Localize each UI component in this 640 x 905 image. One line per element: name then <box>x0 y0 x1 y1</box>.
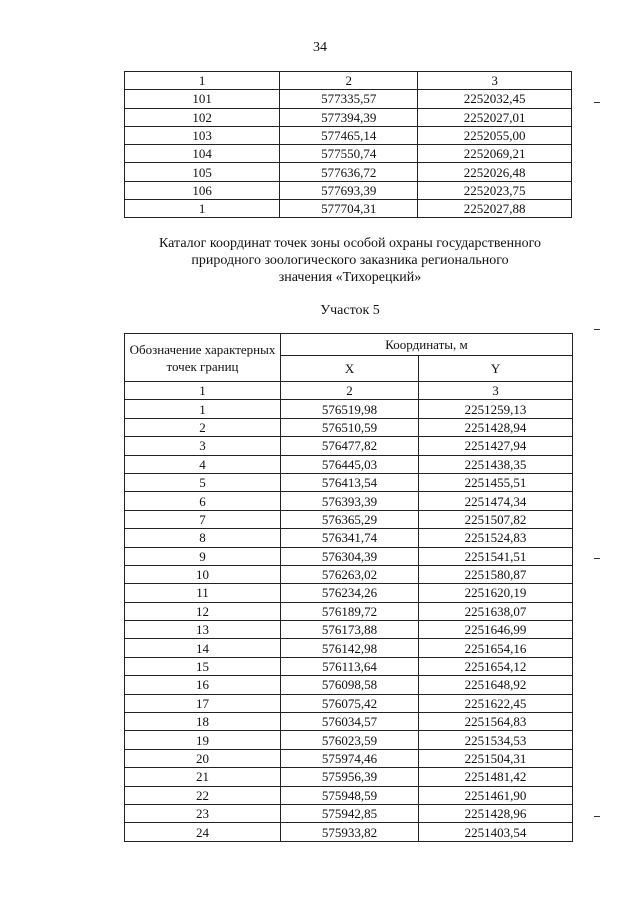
point-number-cell: 10 <box>125 565 281 583</box>
table-row <box>125 529 573 547</box>
table-row <box>125 455 573 473</box>
x-coordinate-cell: 576477,82 <box>281 437 419 455</box>
x-coordinate-cell: 575974,46 <box>281 749 419 767</box>
table-row <box>125 602 573 620</box>
y-coordinate-cell: 2251648,92 <box>419 676 573 694</box>
point-number-cell: 11 <box>125 584 281 602</box>
point-number-cell: 17 <box>125 694 281 712</box>
y-coordinate-cell: 2251638,07 <box>419 602 573 620</box>
catalog-title-line-3: значения «Тихорецкий» <box>278 270 422 285</box>
table-row <box>125 126 572 144</box>
point-number-cell: 105 <box>125 163 280 181</box>
x-coordinate-cell: 576304,39 <box>281 547 419 565</box>
table-row <box>125 804 573 822</box>
table-row <box>125 713 573 731</box>
header-coordinates: Координаты, м <box>281 334 573 356</box>
table-row <box>125 639 573 657</box>
x-coordinate-cell: 576263,02 <box>281 565 419 583</box>
y-coordinate-cell: 2252032,45 <box>418 90 572 108</box>
y-coordinate-cell: 2251507,82 <box>419 510 573 528</box>
table-row <box>125 749 573 767</box>
y-coordinate-cell: 2251620,19 <box>419 584 573 602</box>
table-row <box>125 694 573 712</box>
header-col-3: 3 <box>418 72 572 90</box>
y-coordinate-cell: 2251259,13 <box>419 400 573 418</box>
x-coordinate-cell: 577693,39 <box>280 181 418 199</box>
table-row <box>125 565 573 583</box>
y-coordinate-cell: 2251646,99 <box>419 621 573 639</box>
numbering-col-3: 3 <box>419 382 573 400</box>
numbering-col-2: 2 <box>281 382 419 400</box>
point-number-cell: 3 <box>125 437 281 455</box>
catalog-title <box>0 235 640 286</box>
table-row <box>125 731 573 749</box>
table-row <box>125 473 573 491</box>
x-coordinate-cell: 576023,59 <box>281 731 419 749</box>
margin-mark <box>594 816 600 817</box>
table-row <box>125 584 573 602</box>
y-coordinate-cell: 2251654,16 <box>419 639 573 657</box>
x-coordinate-cell: 576413,54 <box>281 473 419 491</box>
point-number-cell: 4 <box>125 455 281 473</box>
table-numbering-row <box>125 382 573 400</box>
point-number-cell: 7 <box>125 510 281 528</box>
y-coordinate-cell: 2251541,51 <box>419 547 573 565</box>
table-row <box>125 768 573 786</box>
x-coordinate-cell: 576234,26 <box>281 584 419 602</box>
point-number-cell: 19 <box>125 731 281 749</box>
x-coordinate-cell: 576365,29 <box>281 510 419 528</box>
point-number-cell: 106 <box>125 181 280 199</box>
y-coordinate-cell: 2251455,51 <box>419 473 573 491</box>
x-coordinate-cell: 575948,59 <box>281 786 419 804</box>
x-coordinate-cell: 576173,88 <box>281 621 419 639</box>
catalog-title-line-1: Каталог координат точек зоны особой охраны государственного <box>159 236 541 251</box>
y-coordinate-cell: 2252023,75 <box>418 181 572 199</box>
x-coordinate-cell: 577394,39 <box>280 108 418 126</box>
y-coordinate-cell: 2251461,90 <box>419 786 573 804</box>
point-number-cell: 14 <box>125 639 281 657</box>
x-coordinate-cell: 576142,98 <box>281 639 419 657</box>
x-coordinate-cell: 576510,59 <box>281 418 419 436</box>
y-coordinate-cell: 2252027,01 <box>418 108 572 126</box>
y-coordinate-cell: 2252069,21 <box>418 145 572 163</box>
point-number-cell: 101 <box>125 90 280 108</box>
table-row <box>125 676 573 694</box>
x-coordinate-cell: 575942,85 <box>281 804 419 822</box>
x-coordinate-cell: 575956,39 <box>281 768 419 786</box>
header-y: Y <box>419 356 573 382</box>
x-coordinate-cell: 576098,58 <box>281 676 419 694</box>
point-number-cell: 8 <box>125 529 281 547</box>
y-coordinate-cell: 2251654,12 <box>419 657 573 675</box>
y-coordinate-cell: 2251622,45 <box>419 694 573 712</box>
x-coordinate-cell: 577636,72 <box>280 163 418 181</box>
coordinates-table-continuation <box>124 71 572 218</box>
table-row <box>125 786 573 804</box>
x-coordinate-cell: 577465,14 <box>280 126 418 144</box>
margin-mark <box>594 102 600 103</box>
y-coordinate-cell: 2251428,94 <box>419 418 573 436</box>
x-coordinate-cell: 576113,64 <box>281 657 419 675</box>
y-coordinate-cell: 2251438,35 <box>419 455 573 473</box>
y-coordinate-cell: 2251534,53 <box>419 731 573 749</box>
point-number-cell: 13 <box>125 621 281 639</box>
point-number-cell: 12 <box>125 602 281 620</box>
header-col-2: 2 <box>280 72 418 90</box>
header-point-designation: Обозначение характерных точек границ <box>125 334 281 382</box>
point-number-cell: 21 <box>125 768 281 786</box>
table-row <box>125 823 573 841</box>
y-coordinate-cell: 2251580,87 <box>419 565 573 583</box>
x-coordinate-cell: 577335,57 <box>280 90 418 108</box>
point-number-cell: 6 <box>125 492 281 510</box>
y-coordinate-cell: 2251524,83 <box>419 529 573 547</box>
margin-mark <box>594 329 600 330</box>
table-row <box>125 90 572 108</box>
table-row <box>125 163 572 181</box>
y-coordinate-cell: 2251428,96 <box>419 804 573 822</box>
point-number-cell: 5 <box>125 473 281 491</box>
table-row <box>125 621 573 639</box>
x-coordinate-cell: 577704,31 <box>280 200 418 218</box>
table-row <box>125 108 572 126</box>
point-number-cell: 22 <box>125 786 281 804</box>
section-title: Участок 5 <box>320 303 380 318</box>
numbering-col-1: 1 <box>125 382 281 400</box>
header-x: X <box>281 356 419 382</box>
point-number-cell: 20 <box>125 749 281 767</box>
table-row <box>125 418 573 436</box>
y-coordinate-cell: 2251564,83 <box>419 713 573 731</box>
point-number-cell: 102 <box>125 108 280 126</box>
x-coordinate-cell: 575933,82 <box>281 823 419 841</box>
table-header-row <box>125 72 572 90</box>
point-number-cell: 103 <box>125 126 280 144</box>
point-number-cell: 16 <box>125 676 281 694</box>
point-number-cell: 9 <box>125 547 281 565</box>
point-number-cell: 1 <box>125 200 280 218</box>
table-row <box>125 200 572 218</box>
table-row <box>125 657 573 675</box>
table-row <box>125 400 573 418</box>
y-coordinate-cell: 2251427,94 <box>419 437 573 455</box>
table-row <box>125 492 573 510</box>
table-row <box>125 547 573 565</box>
y-coordinate-cell: 2252027,88 <box>418 200 572 218</box>
point-number-cell: 15 <box>125 657 281 675</box>
y-coordinate-cell: 2251403,54 <box>419 823 573 841</box>
y-coordinate-cell: 2251504,31 <box>419 749 573 767</box>
x-coordinate-cell: 576075,42 <box>281 694 419 712</box>
table-row <box>125 510 573 528</box>
point-number-cell: 104 <box>125 145 280 163</box>
y-coordinate-cell: 2251481,42 <box>419 768 573 786</box>
x-coordinate-cell: 576393,39 <box>281 492 419 510</box>
point-number-cell: 1 <box>125 400 281 418</box>
page-number: 34 <box>313 40 327 55</box>
x-coordinate-cell: 576519,98 <box>281 400 419 418</box>
y-coordinate-cell: 2252055,00 <box>418 126 572 144</box>
x-coordinate-cell: 576445,03 <box>281 455 419 473</box>
coordinates-table-section-5 <box>124 333 573 842</box>
table-header-row <box>125 334 573 356</box>
table-row <box>125 181 572 199</box>
x-coordinate-cell: 577550,74 <box>280 145 418 163</box>
table-row <box>125 437 573 455</box>
point-number-cell: 24 <box>125 823 281 841</box>
table-row <box>125 145 572 163</box>
x-coordinate-cell: 576189,72 <box>281 602 419 620</box>
catalog-title-line-2: природного зоологического заказника регионального <box>191 253 509 268</box>
x-coordinate-cell: 576341,74 <box>281 529 419 547</box>
point-number-cell: 23 <box>125 804 281 822</box>
x-coordinate-cell: 576034,57 <box>281 713 419 731</box>
header-col-1: 1 <box>125 72 280 90</box>
y-coordinate-cell: 2252026,48 <box>418 163 572 181</box>
y-coordinate-cell: 2251474,34 <box>419 492 573 510</box>
margin-mark <box>594 558 600 559</box>
point-number-cell: 18 <box>125 713 281 731</box>
point-number-cell: 2 <box>125 418 281 436</box>
